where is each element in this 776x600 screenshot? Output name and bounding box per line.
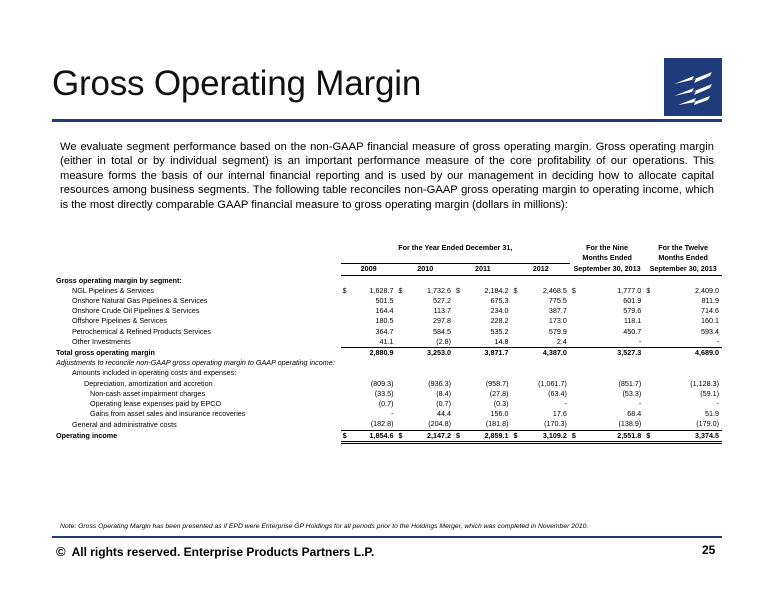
table-row: Offshore Pipelines & Services 180.5 297.8 228.2 173.0 118.1 160.1 xyxy=(72,316,719,326)
table-row: Petrochemical & Refined Products Services 364.7 584.5 535.2 579.9 450.7 593.4 xyxy=(72,326,719,336)
table-row: Depreciation, amortization and accretion (809.3) (936.3) (958.7) (1,061.7) (851.7) (1,128.3) xyxy=(84,378,719,388)
nine-months-date-header: September 30, 2013 xyxy=(570,264,644,275)
adjustments-label: Adjustments to reconcile non-GAAP gross operating margin to GAAP operating income: xyxy=(56,358,335,368)
table-row: Onshore Crude Oil Pipelines & Services 164.4 113.7 234.0 387.7 579.6 714.6 xyxy=(72,306,719,316)
title-divider xyxy=(52,119,722,122)
page-title: Gross Operating Margin xyxy=(52,64,422,103)
table-row: Non-cash asset impairment charges (33.5) (8.4) (27.8) (63.4) (53.3) (59.1) xyxy=(90,388,719,398)
header-twelve-months: For the Twelve xyxy=(658,243,709,252)
header-year-group: For the Year Ended December 31, xyxy=(398,243,513,252)
copyright-icon: © xyxy=(56,544,66,559)
footnote: Note: Gross Operating Margin has been presented as if EPD were Enterprise GP Holdings for all periods prior to the Holdings Merger, which was completed in November 2010. xyxy=(60,523,589,530)
copyright-text: All rights reserved. Enterprise Products Partners L.P. xyxy=(71,545,375,559)
table-row: Onshore Natural Gas Pipelines & Services 501.5 527.2 675.3 775.5 601.9 811.9 xyxy=(72,296,719,305)
amounts-label: Amounts included in operating costs and expenses: xyxy=(72,368,237,378)
table-row: NGL Pipelines & Services $ 1,628.7 $ 1,732.6 $ 2,184.2 $ 2,468.5 $ 1,777.0 $ 2,409.0 xyxy=(72,285,719,295)
table-row: General and administrative costs (182.8) (204.8) (181.8) (170.3) (138.9) (179.0) xyxy=(56,419,722,430)
year-header: 2011 xyxy=(454,264,512,275)
footer xyxy=(56,544,374,559)
gross-operating-margin-table: For the Year Ended December 31, For the Nine For the Twelve Months Ended Months Ended 2009 2010 2011 2012 September 30, 2013 September 30, 2013 Gross operating margin by segment: NGL Pipelines & Services $ 1,628.7 $ 1,732.6 $ 2,184.2 $ 2,468.5 $ 1,777.0 $ 2,409.0 Onshore Natural Gas Pipelines & Services 501.5 527.2 675.3 775.5 601.9 811.9 Onshore Crude Oil Pipelines & Services 164.4 113.7 234.0 387.7 579.6 714.6 Offshore Pipelines & Services 180.5 297.8 228.2 173.0 118.1 160.1 Petrochemical & Refined Products Services 364.7 584.5 535.2 579.9 450.7 593.4 Other Investments 41.1 (2.8) 14.8 2.4 - - Total gross operating margin 2,880.9 3,253.0 3,871.7 4,387.0 3,527.3 4,689.0 Adjustments to reconcile non-GAAP gross operating margin to GAAP operating income: Amounts included in operating costs and expenses: Depreciation, amortization and accretion (809.3) (936.3) (958.7) (1,061.7) (851.7) (1,128.3) Non-cash asset impairment charges (33.5) (8.4) (27.8) (63.4) (53.3) (59.1) Operating lease expenses paid by EPCO (0.7) (0.7) (0.3) - - - Gains from asset sales and insurance recoveries - 44.4 156.0 17.6 68.4 51.9 General and administrative costs (182.8) (204.8) (181.8) (170.3) (138.9) (179.0) Operating income $ 1,854.6 $ 2,147.2 $ 2,859.1 $ 3,109.2 $ 2,551.8 $ 3,374.5 xyxy=(56,243,722,444)
section-label: Gross operating margin by segment: xyxy=(56,275,182,285)
year-header: 2010 xyxy=(397,264,455,275)
table-row: Other Investments 41.1 (2.8) 14.8 2.4 - - xyxy=(56,337,722,348)
table-row: Gains from asset sales and insurance recoveries - 44.4 156.0 17.6 68.4 51.9 xyxy=(90,409,719,419)
year-header: 2009 xyxy=(341,264,397,275)
logo-icon xyxy=(664,58,722,116)
company-logo xyxy=(664,58,722,116)
page-number: 25 xyxy=(702,543,716,557)
operating-income-row: Operating income $ 1,854.6 $ 2,147.2 $ 2,859.1 $ 3,109.2 $ 2,551.8 $ 3,374.5 xyxy=(56,430,722,442)
header-nine-months: For the Nine xyxy=(586,243,629,252)
table-row: Operating lease expenses paid by EPCO (0.7) (0.7) (0.3) - - - xyxy=(90,399,719,409)
year-header: 2012 xyxy=(512,264,570,275)
twelve-months-date-header: September 30, 2013 xyxy=(644,264,722,275)
total-gom-row: Total gross operating margin 2,880.9 3,253.0 3,871.7 4,387.0 3,527.3 4,689.0 xyxy=(56,347,719,358)
intro-paragraph: We evaluate segment performance based on the non-GAAP financial measure of gross operating margin. Gross operating margin (either in total or by individual segment) is an important performance measure of the core profitability of our operations. This measure forms the basis of our internal financial reporting and is used by our management in deciding how to allocate capital resources among business segments. The following table reconciles non-GAAP gross operating margin to operating income, which is the most directly comparable GAAP financial measure to gross operating margin (dollars in millions): xyxy=(60,141,714,211)
footer-divider xyxy=(52,536,722,538)
